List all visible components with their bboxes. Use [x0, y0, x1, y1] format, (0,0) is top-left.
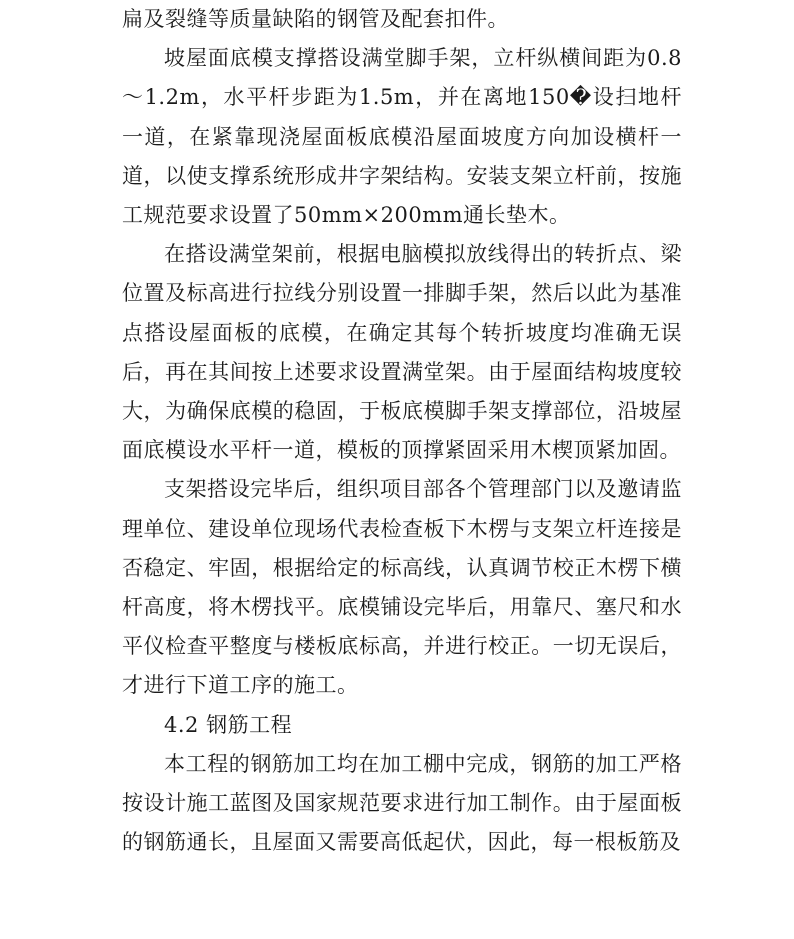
paragraph-formwork-support: 坡屋面底模支撑搭设满堂脚手架，立杆纵横间距为0.8～1.2m，水平杆步距为1.5m，并在离地150�设扫地杆一道，在紧靠现浇屋面板底模沿屋面坡度方向加设横杆一道，以使支撑系统形成井字架结构。安装支架立杆前，按施工规范要求设置了50mm×200mm通长垫木。	[122, 46, 682, 228]
paragraph-rebar: 本工程的钢筋加工均在加工棚中完成，钢筋的加工严格按设计施工蓝图及国家规范要求进行加工制作。由于屋面板的钢筋通长，且屋面又需要高低起伏，因此，每一根板筋及	[122, 751, 682, 855]
paragraph-continuation: 扁及裂缝等质量缺陷的钢管及配套扣件。	[122, 7, 509, 31]
paragraph-inspection: 支架搭设完毕后，组织项目部各个管理部门以及邀请监理单位、建设单位现场代表检查板下木楞与支架立杆连接是否稳定、牢固，根据给定的标高线，认真调节校正木楞下横杆高度，将木楞找平。底模铺设完毕后，用靠尺、塞尺和水平仪检查平整度与楼板底标高，并进行校正。一切无误后，才进行下道工序的施工。	[122, 477, 682, 698]
section-heading: 4.2 钢筋工程	[164, 712, 293, 737]
document-body	[122, 0, 682, 862]
paragraph-full-scaffold: 在搭设满堂架前，根据电脑模拟放线得出的转折点、梁位置及标高进行拉线分别设置一排脚手架，然后以此为基准点搭设屋面板的底模，在确定其每个转折坡度均准确无误后，再在其间按上述要求设置满堂架。由于屋面结构坡度较大，为确保底模的稳固，于板底模脚手架支撑部位，沿坡屋面底模设水平杆一道，模板的顶撑紧固采用木楔顶紧加固。	[122, 242, 682, 463]
